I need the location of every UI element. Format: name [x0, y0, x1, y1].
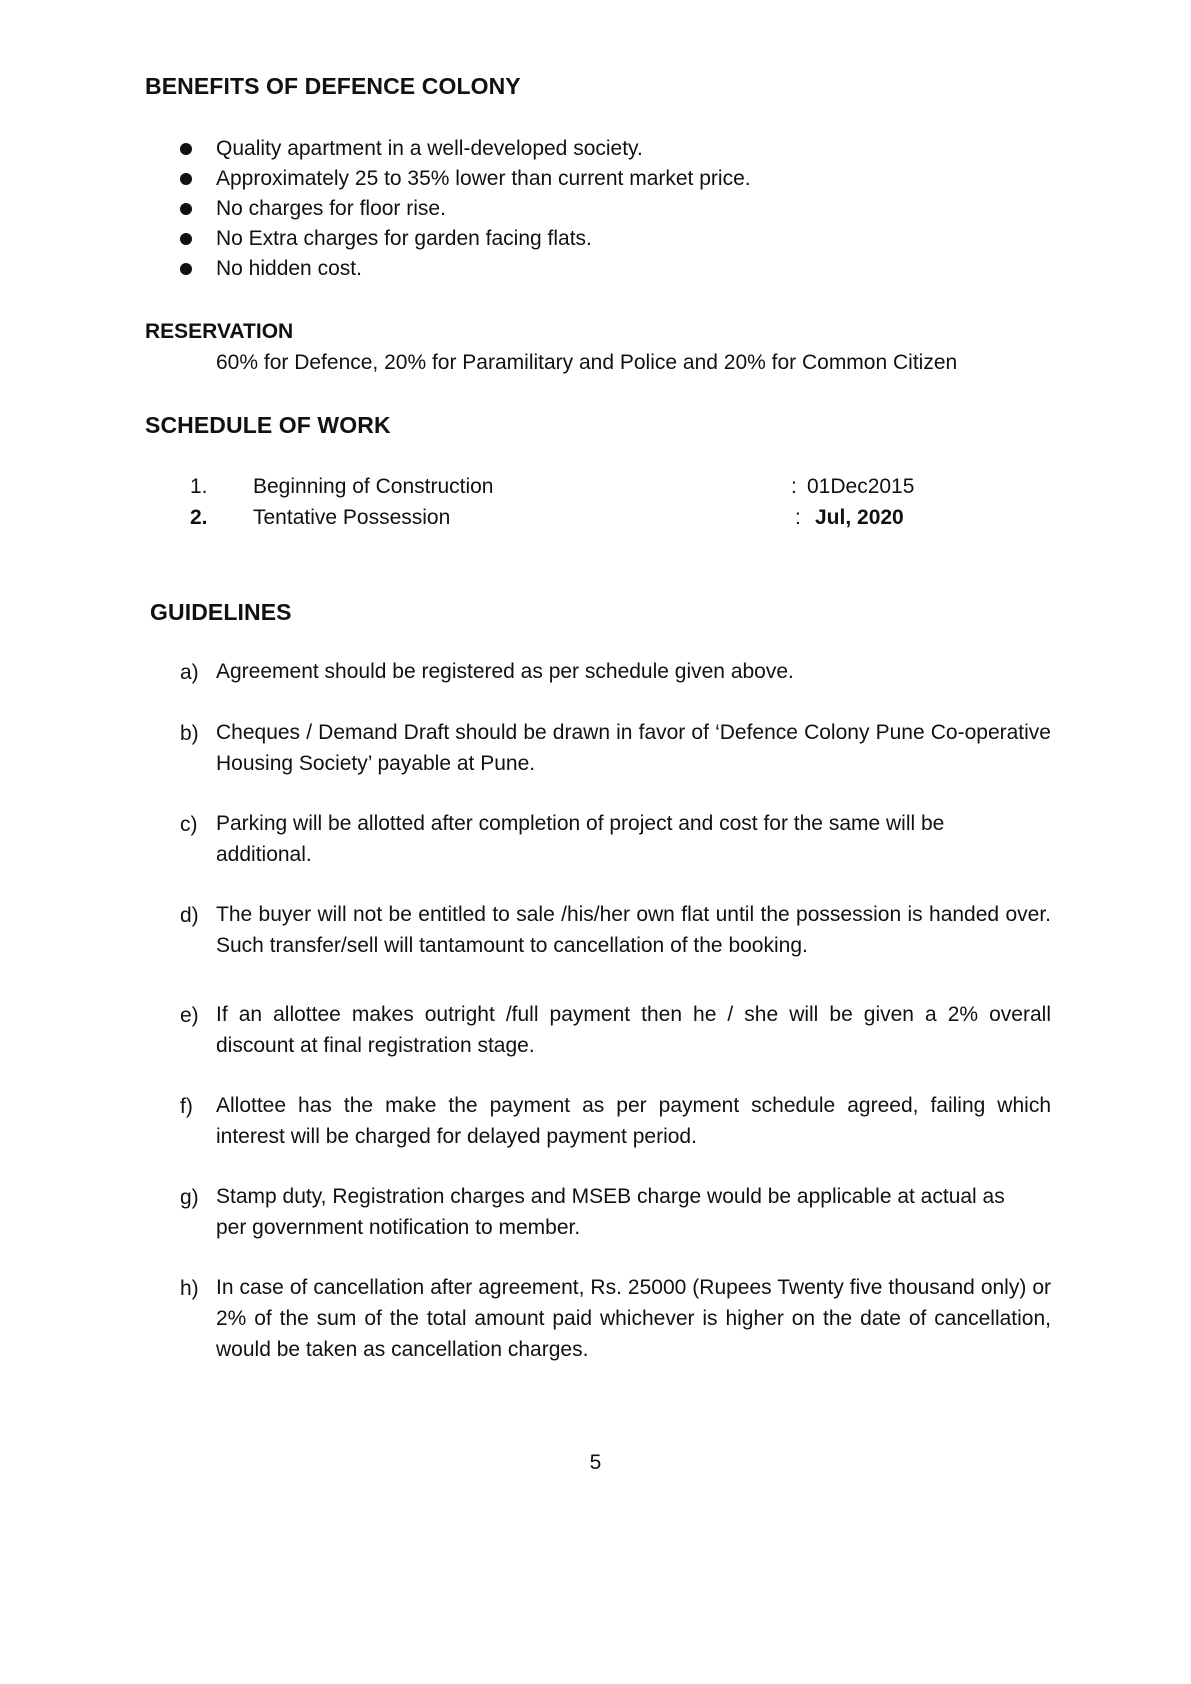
- schedule-heading: SCHEDULE OF WORK: [145, 412, 391, 438]
- guideline-text: Allottee has the make the payment as per payment schedule agreed, failing which interest will be charged for delayed payment period.: [216, 1094, 1051, 1148]
- guideline-marker: b): [180, 722, 199, 745]
- guideline-marker: f): [180, 1095, 193, 1118]
- benefits-heading: BENEFITS OF DEFENCE COLONY: [145, 73, 521, 99]
- guideline-text: Parking will be allotted after completion of project and cost for the same will be additional.: [216, 812, 945, 866]
- schedule-label: Tentative Possession: [253, 506, 451, 529]
- benefit-text: Approximately 25 to 35% lower than current market price.: [216, 167, 751, 190]
- schedule-colon: :: [795, 506, 801, 529]
- schedule-colon: :: [791, 475, 797, 498]
- guideline-text: If an allottee makes outright /full payment then he / she will be given a 2% overall discount at final registration stage.: [216, 1003, 1051, 1057]
- reservation-text: 60% for Defence, 20% for Paramilitary and Police and 20% for Common Citizen: [216, 351, 958, 374]
- bullet-icon: [180, 203, 192, 215]
- guideline-text: Cheques / Demand Draft should be drawn in favor of ‘Defence Colony Pune Co-operative Housing Society’ payable at Pune.: [216, 721, 1051, 775]
- guideline-text: Agreement should be registered as per schedule given above.: [216, 660, 794, 683]
- guideline-text: The buyer will not be entitled to sale /his/her own flat until the possession is handed over. Such transfer/sell will tantamount to cancellation of the booking.: [216, 903, 1051, 957]
- schedule-value: 01Dec2015: [807, 475, 915, 498]
- schedule-number: 1.: [190, 475, 208, 498]
- bullet-icon: [180, 143, 192, 155]
- benefit-text: No charges for floor rise.: [216, 197, 446, 220]
- bullet-icon: [180, 233, 192, 245]
- schedule-label: Beginning of Construction: [253, 475, 494, 498]
- benefit-text: No hidden cost.: [216, 257, 362, 280]
- guideline-marker: e): [180, 1004, 199, 1027]
- bullet-icon: [180, 173, 192, 185]
- guideline-marker: a): [180, 661, 199, 684]
- guideline-text: Stamp duty, Registration charges and MSEB charge would be applicable at actual as per government notification to member.: [216, 1185, 1005, 1239]
- guideline-marker: g): [180, 1186, 199, 1209]
- bullet-icon: [180, 263, 192, 275]
- schedule-value: Jul, 2020: [815, 506, 904, 529]
- guideline-text: In case of cancellation after agreement, Rs. 25000 (Rupees Twenty five thousand only) or 2% of the sum of the total amount paid whichever is higher on the date of cancellation, would be taken as cancellation charges.: [216, 1276, 1051, 1361]
- benefit-text: Quality apartment in a well-developed society.: [216, 137, 643, 160]
- guideline-marker: h): [180, 1277, 199, 1300]
- guideline-marker: d): [180, 904, 199, 927]
- reservation-heading: RESERVATION: [145, 320, 294, 343]
- guidelines-heading: GUIDELINES: [150, 599, 292, 625]
- schedule-number: 2.: [190, 506, 208, 529]
- benefit-text: No Extra charges for garden facing flats.: [216, 227, 592, 250]
- page-number: 5: [589, 1451, 602, 1474]
- guideline-marker: c): [180, 813, 198, 836]
